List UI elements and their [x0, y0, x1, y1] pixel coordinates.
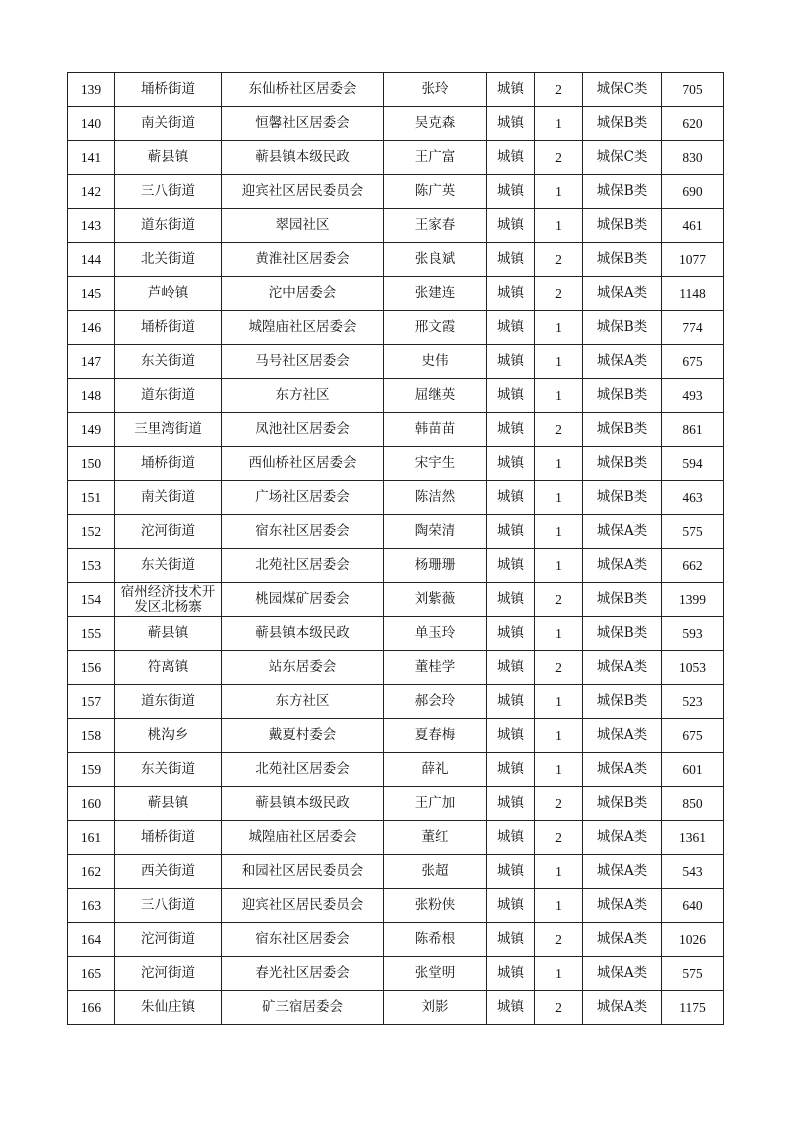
town-street-cell: 道东街道 [115, 379, 222, 413]
amount-cell: 523 [662, 685, 724, 719]
town-street-cell: 埇桥街道 [115, 73, 222, 107]
community-cell: 翠园社区 [222, 209, 384, 243]
town-street-cell: 南关街道 [115, 107, 222, 141]
community-cell: 蕲县镇本级民政 [222, 141, 384, 175]
table-row [68, 447, 724, 481]
row-number-cell: 154 [68, 583, 115, 617]
household-size-cell: 2 [535, 821, 583, 855]
town-street-cell: 埇桥街道 [115, 447, 222, 481]
town-street-cell: 沱河街道 [115, 957, 222, 991]
area-type-cell: 城镇 [487, 991, 535, 1025]
household-size-cell: 1 [535, 107, 583, 141]
area-type-cell: 城镇 [487, 855, 535, 889]
town-street-cell: 蕲县镇 [115, 617, 222, 651]
town-street-cell: 道东街道 [115, 209, 222, 243]
amount-cell: 1026 [662, 923, 724, 957]
household-size-cell: 1 [535, 855, 583, 889]
area-type-cell: 城镇 [487, 141, 535, 175]
community-cell: 站东居委会 [222, 651, 384, 685]
insurance-category-cell: 城保C类 [583, 141, 662, 175]
area-type-cell: 城镇 [487, 583, 535, 617]
household-size-cell: 1 [535, 889, 583, 923]
amount-cell: 830 [662, 141, 724, 175]
amount-cell: 690 [662, 175, 724, 209]
row-number-cell: 141 [68, 141, 115, 175]
table-body [68, 73, 724, 1025]
household-size-cell: 2 [535, 277, 583, 311]
table-row [68, 209, 724, 243]
amount-cell: 543 [662, 855, 724, 889]
area-type-cell: 城镇 [487, 243, 535, 277]
amount-cell: 463 [662, 481, 724, 515]
table-row [68, 243, 724, 277]
town-street-cell: 东关街道 [115, 753, 222, 787]
household-size-cell: 1 [535, 957, 583, 991]
amount-cell: 1175 [662, 991, 724, 1025]
insurance-category-cell: 城保A类 [583, 515, 662, 549]
amount-cell: 675 [662, 719, 724, 753]
row-number-cell: 164 [68, 923, 115, 957]
town-street-cell: 道东街道 [115, 685, 222, 719]
amount-cell: 1361 [662, 821, 724, 855]
town-street-cell: 沱河街道 [115, 515, 222, 549]
row-number-cell: 159 [68, 753, 115, 787]
household-size-cell: 2 [535, 413, 583, 447]
name-cell: 王广加 [384, 787, 487, 821]
name-cell: 张粉侠 [384, 889, 487, 923]
table-row [68, 787, 724, 821]
town-street-cell: 宿州经济技术开发区北杨寨 [115, 583, 222, 617]
insurance-category-cell: 城保B类 [583, 175, 662, 209]
household-size-cell: 1 [535, 617, 583, 651]
amount-cell: 1077 [662, 243, 724, 277]
town-street-cell: 埇桥街道 [115, 821, 222, 855]
row-number-cell: 166 [68, 991, 115, 1025]
insurance-category-cell: 城保A类 [583, 651, 662, 685]
row-number-cell: 151 [68, 481, 115, 515]
insurance-category-cell: 城保A类 [583, 277, 662, 311]
row-number-cell: 146 [68, 311, 115, 345]
table-row [68, 821, 724, 855]
insurance-category-cell: 城保B类 [583, 379, 662, 413]
town-street-cell: 蕲县镇 [115, 141, 222, 175]
household-size-cell: 1 [535, 345, 583, 379]
row-number-cell: 147 [68, 345, 115, 379]
household-size-cell: 1 [535, 685, 583, 719]
area-type-cell: 城镇 [487, 107, 535, 141]
insurance-category-cell: 城保A类 [583, 991, 662, 1025]
community-cell: 东仙桥社区居委会 [222, 73, 384, 107]
amount-cell: 850 [662, 787, 724, 821]
name-cell: 宋宇生 [384, 447, 487, 481]
insurance-category-cell: 城保A类 [583, 855, 662, 889]
name-cell: 张良斌 [384, 243, 487, 277]
name-cell: 张玲 [384, 73, 487, 107]
name-cell: 董桂学 [384, 651, 487, 685]
table-row [68, 515, 724, 549]
area-type-cell: 城镇 [487, 277, 535, 311]
insurance-category-cell: 城保B类 [583, 243, 662, 277]
community-cell: 凤池社区居委会 [222, 413, 384, 447]
table-row [68, 957, 724, 991]
household-size-cell: 1 [535, 719, 583, 753]
amount-cell: 1399 [662, 583, 724, 617]
table-row [68, 413, 724, 447]
household-size-cell: 2 [535, 651, 583, 685]
insurance-category-cell: 城保C类 [583, 73, 662, 107]
area-type-cell: 城镇 [487, 617, 535, 651]
amount-cell: 705 [662, 73, 724, 107]
name-cell: 屈继英 [384, 379, 487, 413]
row-number-cell: 161 [68, 821, 115, 855]
community-cell: 戴夏村委会 [222, 719, 384, 753]
insurance-category-cell: 城保A类 [583, 753, 662, 787]
household-size-cell: 1 [535, 515, 583, 549]
community-cell: 宿东社区居委会 [222, 923, 384, 957]
household-size-cell: 1 [535, 209, 583, 243]
insurance-category-cell: 城保B类 [583, 481, 662, 515]
town-street-cell: 埇桥街道 [115, 311, 222, 345]
household-size-cell: 1 [535, 481, 583, 515]
area-type-cell: 城镇 [487, 345, 535, 379]
insurance-category-cell: 城保A类 [583, 923, 662, 957]
household-size-cell: 2 [535, 73, 583, 107]
insurance-category-cell: 城保B类 [583, 617, 662, 651]
amount-cell: 594 [662, 447, 724, 481]
amount-cell: 662 [662, 549, 724, 583]
area-type-cell: 城镇 [487, 481, 535, 515]
row-number-cell: 143 [68, 209, 115, 243]
amount-cell: 593 [662, 617, 724, 651]
town-street-cell: 东关街道 [115, 549, 222, 583]
area-type-cell: 城镇 [487, 413, 535, 447]
town-street-cell: 三八街道 [115, 175, 222, 209]
row-number-cell: 144 [68, 243, 115, 277]
row-number-cell: 150 [68, 447, 115, 481]
area-type-cell: 城镇 [487, 957, 535, 991]
household-size-cell: 2 [535, 923, 583, 957]
area-type-cell: 城镇 [487, 753, 535, 787]
town-street-cell: 东关街道 [115, 345, 222, 379]
insurance-category-cell: 城保A类 [583, 549, 662, 583]
town-street-cell: 南关街道 [115, 481, 222, 515]
area-type-cell: 城镇 [487, 73, 535, 107]
table-row [68, 107, 724, 141]
row-number-cell: 148 [68, 379, 115, 413]
area-type-cell: 城镇 [487, 923, 535, 957]
area-type-cell: 城镇 [487, 447, 535, 481]
table-row [68, 719, 724, 753]
community-cell: 东方社区 [222, 685, 384, 719]
insurance-category-cell: 城保B类 [583, 311, 662, 345]
community-cell: 矿三宿居委会 [222, 991, 384, 1025]
name-cell: 韩苗苗 [384, 413, 487, 447]
name-cell: 王家春 [384, 209, 487, 243]
table-row [68, 855, 724, 889]
row-number-cell: 149 [68, 413, 115, 447]
table-row [68, 481, 724, 515]
row-number-cell: 157 [68, 685, 115, 719]
name-cell: 刘影 [384, 991, 487, 1025]
area-type-cell: 城镇 [487, 719, 535, 753]
name-cell: 杨珊珊 [384, 549, 487, 583]
insurance-category-cell: 城保A类 [583, 889, 662, 923]
name-cell: 夏春梅 [384, 719, 487, 753]
name-cell: 刘紫薇 [384, 583, 487, 617]
community-cell: 迎宾社区居民委员会 [222, 175, 384, 209]
community-cell: 蕲县镇本级民政 [222, 787, 384, 821]
amount-cell: 575 [662, 957, 724, 991]
community-cell: 蕲县镇本级民政 [222, 617, 384, 651]
row-number-cell: 165 [68, 957, 115, 991]
community-cell: 春光社区居委会 [222, 957, 384, 991]
table-row [68, 549, 724, 583]
insurance-category-cell: 城保B类 [583, 787, 662, 821]
amount-cell: 675 [662, 345, 724, 379]
area-type-cell: 城镇 [487, 549, 535, 583]
town-street-cell: 朱仙庄镇 [115, 991, 222, 1025]
name-cell: 陈广英 [384, 175, 487, 209]
town-street-cell: 三八街道 [115, 889, 222, 923]
household-size-cell: 2 [535, 141, 583, 175]
amount-cell: 640 [662, 889, 724, 923]
community-cell: 城隍庙社区居委会 [222, 821, 384, 855]
table-row [68, 889, 724, 923]
amount-cell: 861 [662, 413, 724, 447]
amount-cell: 1148 [662, 277, 724, 311]
name-cell: 薛礼 [384, 753, 487, 787]
community-cell: 东方社区 [222, 379, 384, 413]
insurance-category-cell: 城保A类 [583, 957, 662, 991]
table-row [68, 73, 724, 107]
household-size-cell: 1 [535, 753, 583, 787]
name-cell: 张堂明 [384, 957, 487, 991]
household-size-cell: 2 [535, 583, 583, 617]
amount-cell: 620 [662, 107, 724, 141]
name-cell: 史伟 [384, 345, 487, 379]
community-cell: 沱中居委会 [222, 277, 384, 311]
area-type-cell: 城镇 [487, 209, 535, 243]
name-cell: 单玉玲 [384, 617, 487, 651]
amount-cell: 461 [662, 209, 724, 243]
town-street-cell: 蕲县镇 [115, 787, 222, 821]
community-cell: 西仙桥社区居委会 [222, 447, 384, 481]
community-cell: 和园社区居民委员会 [222, 855, 384, 889]
row-number-cell: 155 [68, 617, 115, 651]
insurance-category-cell: 城保B类 [583, 447, 662, 481]
town-street-cell: 北关街道 [115, 243, 222, 277]
household-size-cell: 2 [535, 991, 583, 1025]
insurance-category-cell: 城保A类 [583, 345, 662, 379]
table-row [68, 617, 724, 651]
name-cell: 陶荣清 [384, 515, 487, 549]
insurance-category-cell: 城保B类 [583, 209, 662, 243]
table-row [68, 379, 724, 413]
row-number-cell: 145 [68, 277, 115, 311]
household-size-cell: 1 [535, 379, 583, 413]
household-size-cell: 1 [535, 549, 583, 583]
town-street-cell: 沱河街道 [115, 923, 222, 957]
row-number-cell: 140 [68, 107, 115, 141]
table-row [68, 175, 724, 209]
name-cell: 邢文霞 [384, 311, 487, 345]
community-cell: 北苑社区居委会 [222, 753, 384, 787]
area-type-cell: 城镇 [487, 685, 535, 719]
insurance-category-cell: 城保B类 [583, 107, 662, 141]
row-number-cell: 139 [68, 73, 115, 107]
name-cell: 陈洁然 [384, 481, 487, 515]
name-cell: 郝会玲 [384, 685, 487, 719]
community-cell: 广场社区居委会 [222, 481, 384, 515]
town-street-cell: 芦岭镇 [115, 277, 222, 311]
table-row [68, 345, 724, 379]
area-type-cell: 城镇 [487, 787, 535, 821]
row-number-cell: 152 [68, 515, 115, 549]
table-row [68, 753, 724, 787]
amount-cell: 493 [662, 379, 724, 413]
table-row [68, 991, 724, 1025]
table-row [68, 141, 724, 175]
household-size-cell: 1 [535, 447, 583, 481]
community-cell: 黄淮社区居委会 [222, 243, 384, 277]
name-cell: 张超 [384, 855, 487, 889]
row-number-cell: 153 [68, 549, 115, 583]
community-cell: 桃园煤矿居委会 [222, 583, 384, 617]
row-number-cell: 160 [68, 787, 115, 821]
town-street-cell: 符离镇 [115, 651, 222, 685]
table-row [68, 277, 724, 311]
name-cell: 王广富 [384, 141, 487, 175]
name-cell: 陈希根 [384, 923, 487, 957]
amount-cell: 774 [662, 311, 724, 345]
row-number-cell: 162 [68, 855, 115, 889]
area-type-cell: 城镇 [487, 821, 535, 855]
community-cell: 马号社区居委会 [222, 345, 384, 379]
household-size-cell: 2 [535, 243, 583, 277]
insurance-category-cell: 城保B类 [583, 413, 662, 447]
area-type-cell: 城镇 [487, 311, 535, 345]
household-size-cell: 1 [535, 175, 583, 209]
insurance-category-cell: 城保B类 [583, 583, 662, 617]
household-size-cell: 1 [535, 311, 583, 345]
amount-cell: 1053 [662, 651, 724, 685]
table-row [68, 651, 724, 685]
town-street-cell: 桃沟乡 [115, 719, 222, 753]
community-cell: 城隍庙社区居委会 [222, 311, 384, 345]
area-type-cell: 城镇 [487, 379, 535, 413]
community-cell: 北苑社区居委会 [222, 549, 384, 583]
row-number-cell: 163 [68, 889, 115, 923]
table-row [68, 583, 724, 617]
beneficiary-table [67, 72, 724, 1025]
area-type-cell: 城镇 [487, 651, 535, 685]
community-cell: 宿东社区居委会 [222, 515, 384, 549]
table-row [68, 311, 724, 345]
area-type-cell: 城镇 [487, 889, 535, 923]
town-street-cell: 西关街道 [115, 855, 222, 889]
insurance-category-cell: 城保A类 [583, 821, 662, 855]
row-number-cell: 142 [68, 175, 115, 209]
table-row [68, 685, 724, 719]
name-cell: 张建连 [384, 277, 487, 311]
area-type-cell: 城镇 [487, 175, 535, 209]
name-cell: 吴克森 [384, 107, 487, 141]
insurance-category-cell: 城保B类 [583, 685, 662, 719]
town-street-cell: 三里湾街道 [115, 413, 222, 447]
name-cell: 董红 [384, 821, 487, 855]
area-type-cell: 城镇 [487, 515, 535, 549]
amount-cell: 601 [662, 753, 724, 787]
row-number-cell: 158 [68, 719, 115, 753]
community-cell: 恒馨社区居委会 [222, 107, 384, 141]
household-size-cell: 2 [535, 787, 583, 821]
row-number-cell: 156 [68, 651, 115, 685]
community-cell: 迎宾社区居民委员会 [222, 889, 384, 923]
amount-cell: 575 [662, 515, 724, 549]
insurance-category-cell: 城保A类 [583, 719, 662, 753]
table-row [68, 923, 724, 957]
